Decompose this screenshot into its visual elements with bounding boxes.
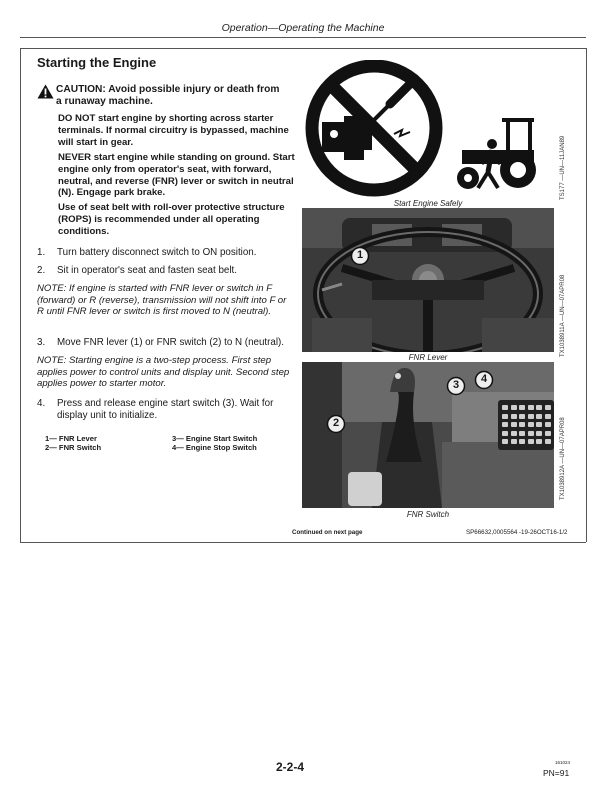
figure-id: TS177 —UN—11JAN89 <box>560 135 566 200</box>
legend-item: 2— FNR Switch <box>45 443 102 452</box>
keypad-button <box>519 422 525 427</box>
keypad-button <box>536 405 542 410</box>
fnr-lever-photo <box>302 208 554 352</box>
figure-id: TX1038912A —UN—07APR08 <box>560 417 566 500</box>
keypad-button <box>536 422 542 427</box>
figure-caption: FNR Lever <box>408 353 448 362</box>
keypad-buttons <box>500 402 554 448</box>
keypad-button <box>511 405 517 410</box>
keypad-button <box>519 414 525 419</box>
figure-caption: FNR Switch <box>406 510 450 519</box>
figure-caption: Start Engine Safely <box>393 199 463 208</box>
runaway-tractor-icon <box>457 118 536 189</box>
left-border <box>20 48 21 542</box>
note-paragraph: NOTE: Starting engine is a two-step process. First step applies power to control units and display unit. Second step applies power to starter motor. <box>37 355 290 390</box>
keypad-button <box>528 431 534 436</box>
page-number: 2-2-4 <box>275 760 304 774</box>
legend-item: 3— Engine Start Switch <box>172 434 258 443</box>
callout-2: 2 <box>326 414 346 439</box>
keypad-button <box>528 405 534 410</box>
callout-4: 4 <box>474 370 494 395</box>
callout-1: 1 <box>350 246 370 271</box>
pn-number: PN=91 <box>543 768 570 778</box>
figure-id: TX1038911A —UN—07APR08 <box>560 274 566 357</box>
keypad-button <box>511 431 517 436</box>
keypad-button <box>536 439 542 444</box>
running-header: Operation—Operating the Machine <box>221 22 385 34</box>
callout-3: 3 <box>446 376 466 401</box>
section-title: Starting the Engine <box>37 55 157 70</box>
warning-triangle-icon <box>37 84 54 99</box>
keypad-button <box>536 414 542 419</box>
keypad-button <box>545 414 551 419</box>
warning-paragraph: Use of seat belt with roll-over protective structure (ROPS) is recommended under all operating conditions. <box>58 202 285 237</box>
keypad-button <box>545 439 551 444</box>
start-engine-safely-illustration <box>302 60 554 198</box>
warning-paragraph: DO NOT start engine by shorting across starter terminals. If normal circuitry is bypassed, machine will start in gear. <box>58 113 289 148</box>
warning-paragraph: NEVER start engine while standing on ground. Start engine only from operator's seat, with forward, neutral, and reverse (FNR) lever or switch in neutral (N). Engage park brake. <box>58 152 295 199</box>
document-reference: SP66632,0005564 -19-26OCT16-1/2 <box>466 529 568 536</box>
keypad-button <box>528 439 534 444</box>
right-border <box>586 48 587 542</box>
keypad-button <box>545 422 551 427</box>
keypad-button <box>519 431 525 436</box>
keypad-button <box>502 431 508 436</box>
keypad-button <box>536 431 542 436</box>
continued-note: Continued on next page <box>292 529 363 536</box>
legend-item: 1— FNR Lever <box>45 434 97 443</box>
keypad-button <box>502 414 508 419</box>
caution-text: CAUTION: Avoid possible injury or death from a runaway machine. <box>56 84 280 107</box>
keypad-button <box>502 405 508 410</box>
content-bottom-rule <box>20 542 586 543</box>
keypad-button <box>502 439 508 444</box>
content-top-rule <box>20 48 586 49</box>
keypad-button <box>511 422 517 427</box>
keypad-button <box>502 422 508 427</box>
note-paragraph: NOTE: If engine is started with FNR lever or switch in F (forward) or R (reverse), transmission will not shift into F or R until FNR lever or switch is first moved to N (neutral). <box>37 283 287 318</box>
keypad-button <box>519 439 525 444</box>
keypad-button <box>511 439 517 444</box>
legend-item: 4— Engine Stop Switch <box>172 443 257 452</box>
keypad-button <box>545 431 551 436</box>
header-rule <box>20 37 586 38</box>
keypad-button <box>528 414 534 419</box>
keypad-button <box>545 405 551 410</box>
date-code: 161024 <box>555 760 571 765</box>
keypad-button <box>519 405 525 410</box>
keypad-button <box>511 414 517 419</box>
keypad-button <box>528 422 534 427</box>
